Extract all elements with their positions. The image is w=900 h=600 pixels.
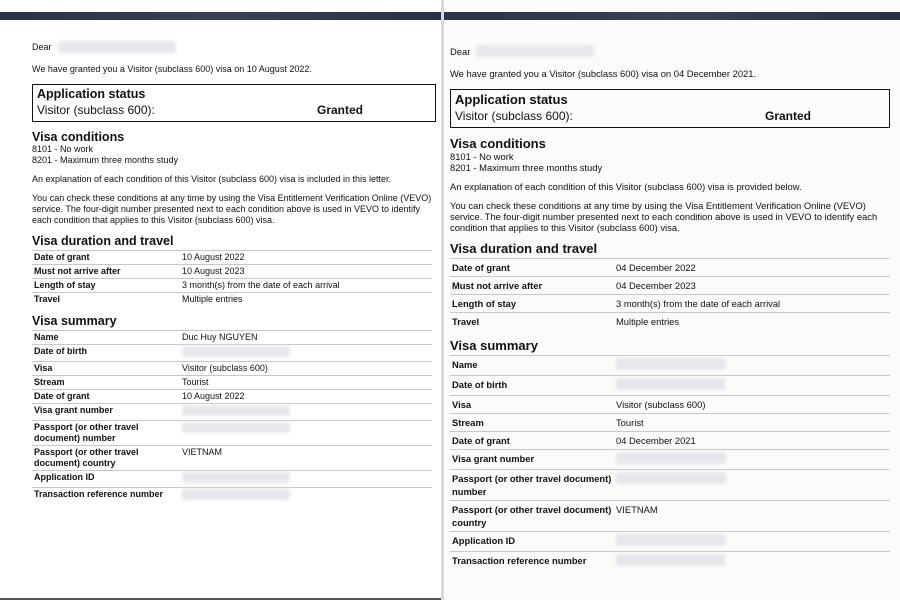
table-row	[32, 471, 432, 488]
redaction	[616, 378, 726, 390]
redacted-value	[180, 345, 432, 362]
row-value: Tourist	[180, 376, 432, 390]
redacted-value	[614, 376, 890, 396]
salutation-text: Dear	[32, 42, 52, 52]
table-row	[450, 313, 890, 331]
conditions-explanation: An explanation of each condition of this Visitor (subclass 600) visa is provided below.	[450, 181, 802, 192]
row-key: Date of birth	[450, 376, 614, 396]
redaction	[616, 534, 726, 546]
row-key: Passport (or other travel document) number	[32, 421, 180, 446]
redacted-value	[614, 532, 890, 552]
row-value: 3 month(s) from the date of each arrival	[614, 295, 890, 313]
table-row	[450, 501, 890, 532]
header-bar	[0, 12, 442, 20]
redaction	[616, 554, 726, 566]
table-row	[450, 396, 890, 414]
row-value: 10 August 2023	[180, 265, 432, 279]
redacted-value	[180, 404, 432, 421]
summary-title: Visa summary	[450, 338, 538, 353]
redaction	[182, 346, 290, 357]
row-value: Duc Huy NGUYEN	[180, 331, 432, 345]
redaction	[182, 489, 290, 500]
table-row	[32, 279, 432, 293]
salutation-text: Dear	[450, 45, 471, 57]
row-key: Transaction reference number	[450, 552, 614, 572]
row-value: 04 December 2022	[614, 259, 890, 277]
status-row	[455, 109, 885, 123]
redaction	[182, 405, 290, 416]
table-row	[32, 331, 432, 345]
letter-page-right	[444, 0, 900, 600]
row-key: Visa grant number	[32, 404, 180, 421]
redaction	[182, 472, 290, 483]
summary-table	[450, 355, 890, 571]
header-bar	[444, 12, 900, 20]
salutation	[450, 44, 894, 58]
status-value: Granted	[765, 109, 812, 123]
table-row	[450, 356, 890, 376]
redacted-value	[614, 356, 890, 376]
redaction	[616, 472, 726, 484]
row-value: 3 month(s) from the date of each arrival	[180, 279, 432, 293]
row-value: Visitor (subclass 600)	[180, 362, 432, 376]
row-key: Visa grant number	[450, 450, 614, 470]
status-label: Visitor (subclass 600):	[37, 103, 155, 117]
summary-table	[32, 330, 432, 504]
row-key: Date of grant	[32, 251, 180, 265]
duration-table	[32, 250, 432, 306]
status-label: Visitor (subclass 600):	[455, 109, 573, 123]
status-title: Application status	[455, 92, 568, 107]
table-row	[450, 470, 890, 501]
status-row	[37, 103, 431, 117]
row-value: Tourist	[614, 414, 890, 432]
row-key: Visa	[450, 396, 614, 414]
vevo-paragraph: You can check these conditions at any time by using the Visa Entitlement Verification Online (VEVO) service. The four-digit number presented next to each condition above is used in VEVO to identify each condition that applies to this Visitor (subclass 600) visa.	[32, 193, 432, 225]
table-row	[32, 376, 432, 390]
redacted-value	[614, 470, 890, 501]
duration-table	[450, 258, 890, 330]
grant-notice: We have granted you a Visitor (subclass 600) visa on 04 December 2021.	[450, 68, 757, 79]
table-row	[32, 390, 432, 404]
row-value: 10 August 2022	[180, 390, 432, 404]
duration-title: Visa duration and travel	[32, 234, 174, 248]
redacted-name	[476, 45, 594, 57]
summary-title: Visa summary	[32, 314, 117, 328]
row-key: Stream	[450, 414, 614, 432]
condition-item: 8101 - No work	[450, 151, 514, 162]
table-row	[32, 345, 432, 362]
row-value: Multiple entries	[180, 293, 432, 307]
table-row	[450, 259, 890, 277]
row-key: Length of stay	[450, 295, 614, 313]
conditions-title: Visa conditions	[450, 136, 546, 151]
letter-content	[450, 44, 894, 571]
table-row	[450, 295, 890, 313]
row-key: Name	[32, 331, 180, 345]
vevo-paragraph: You can check these conditions at any time by using the Visa Entitlement Verification Online (VEVO) service. The four-digit number presented next to each condition above is used in VEVO to identify each condition that applies to this Visitor (subclass 600) visa.	[450, 200, 878, 233]
row-value: VIETNAM	[614, 501, 890, 532]
conditions-title: Visa conditions	[32, 130, 125, 144]
condition-item: 8101 - No work	[32, 144, 94, 154]
row-key: Must not arrive after	[450, 277, 614, 295]
table-row	[32, 251, 432, 265]
row-value: VIETNAM	[180, 446, 432, 471]
table-row	[450, 450, 890, 470]
row-key: Application ID	[32, 471, 180, 488]
redacted-name	[58, 41, 176, 53]
condition-item: 8201 - Maximum three months study	[32, 155, 179, 165]
redacted-value	[180, 421, 432, 446]
redaction	[616, 358, 726, 370]
row-key: Passport (or other travel document) country	[32, 446, 180, 471]
table-row	[450, 376, 890, 396]
row-key: Date of grant	[450, 432, 614, 450]
table-row	[450, 532, 890, 552]
row-value: 04 December 2023	[614, 277, 890, 295]
condition-item: 8201 - Maximum three months study	[450, 162, 603, 173]
table-row	[450, 552, 890, 572]
application-status-box	[32, 84, 436, 122]
row-key: Length of stay	[32, 279, 180, 293]
status-title: Application status	[37, 87, 146, 101]
row-key: Stream	[32, 376, 180, 390]
letter-page-left	[0, 0, 442, 600]
redacted-value	[180, 488, 432, 505]
row-key: Date of birth	[32, 345, 180, 362]
table-row	[32, 446, 432, 471]
row-key: Passport (or other travel document) number	[450, 470, 614, 501]
salutation	[32, 40, 436, 54]
letter-content	[32, 40, 436, 504]
row-key: Visa	[32, 362, 180, 376]
row-key: Transaction reference number	[32, 488, 180, 505]
redaction	[182, 422, 290, 433]
table-row	[32, 488, 432, 505]
row-key: Name	[450, 356, 614, 376]
conditions-explanation: An explanation of each condition of this Visitor (subclass 600) visa is included in this letter.	[32, 174, 392, 184]
grant-notice: We have granted you a Visitor (subclass 600) visa on 10 August 2022.	[32, 64, 312, 74]
row-value: 10 August 2022	[180, 251, 432, 265]
table-row	[450, 277, 890, 295]
row-value: Visitor (subclass 600)	[614, 396, 890, 414]
table-row	[32, 293, 432, 307]
table-row	[450, 432, 890, 450]
application-status-box	[450, 89, 890, 128]
redacted-value	[614, 450, 890, 470]
table-row	[32, 265, 432, 279]
row-key: Date of grant	[32, 390, 180, 404]
redacted-value	[180, 471, 432, 488]
status-value: Granted	[317, 103, 364, 117]
redacted-value	[614, 552, 890, 572]
row-value: Multiple entries	[614, 313, 890, 331]
row-key: Travel	[450, 313, 614, 331]
row-key: Must not arrive after	[32, 265, 180, 279]
table-row	[32, 404, 432, 421]
row-key: Travel	[32, 293, 180, 307]
redaction	[616, 452, 726, 464]
row-key: Passport (or other travel document) country	[450, 501, 614, 532]
table-row	[450, 414, 890, 432]
row-key: Application ID	[450, 532, 614, 552]
duration-title: Visa duration and travel	[450, 241, 598, 256]
table-row	[32, 421, 432, 446]
row-key: Date of grant	[450, 259, 614, 277]
table-row	[32, 362, 432, 376]
row-value: 04 December 2021	[614, 432, 890, 450]
